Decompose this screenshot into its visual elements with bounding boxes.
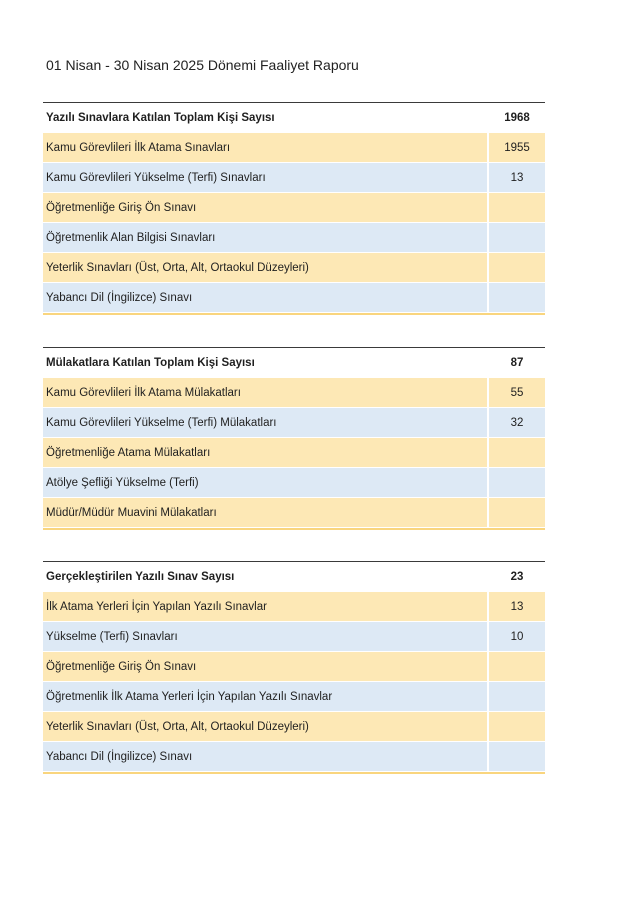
row-label: Atölye Şefliği Yükselme (Terfi) <box>43 468 489 497</box>
row-value <box>489 498 545 527</box>
row-value: 10 <box>510 630 524 643</box>
row-label: Öğretmenlik İlk Atama Yerleri İçin Yapılan Yazılı Sınavlar <box>43 682 489 711</box>
table-row <box>43 193 545 223</box>
written-exams-section <box>43 102 545 315</box>
row-label: Öğretmenlik Alan Bilgisi Sınavları <box>43 223 489 252</box>
section-header-total: 23 <box>510 571 524 583</box>
table-row <box>43 498 545 528</box>
row-value: 13 <box>510 171 524 184</box>
row-value <box>489 682 545 711</box>
table-row <box>43 253 545 283</box>
row-value <box>489 652 545 681</box>
conducted-exams-section <box>43 561 545 774</box>
row-label: Yeterlik Sınavları (Üst, Orta, Alt, Ortaokul Düzeyleri) <box>43 253 489 282</box>
row-label: Müdür/Müdür Muavini Mülakatları <box>43 498 489 527</box>
page-title: 01 Nisan - 30 Nisan 2025 Dönemi Faaliyet Raporu <box>46 57 359 73</box>
row-value: 13 <box>510 600 524 613</box>
row-value <box>489 438 545 467</box>
section-divider <box>43 313 545 315</box>
interviews-section <box>43 347 545 530</box>
row-value <box>489 468 545 497</box>
section-header-total: 1968 <box>504 112 530 124</box>
table-row <box>43 682 545 712</box>
row-label: Kamu Görevlileri İlk Atama Sınavları <box>43 133 489 162</box>
row-value <box>489 742 545 771</box>
section-header <box>43 561 545 592</box>
row-value <box>489 223 545 252</box>
row-label: Yükselme (Terfi) Sınavları <box>43 622 489 651</box>
row-value: 32 <box>510 416 524 429</box>
row-value <box>489 712 545 741</box>
row-value <box>489 253 545 282</box>
table-row <box>43 283 545 313</box>
section-divider <box>43 772 545 774</box>
table-row <box>43 712 545 742</box>
row-label: Öğretmenliğe Giriş Ön Sınavı <box>43 652 489 681</box>
table-row <box>43 652 545 682</box>
row-label: Yeterlik Sınavları (Üst, Orta, Alt, Ortaokul Düzeyleri) <box>43 712 489 741</box>
table-row <box>43 468 545 498</box>
section-header <box>43 347 545 378</box>
section-header-label: Mülakatlara Katılan Toplam Kişi Sayısı <box>46 357 255 369</box>
table-row <box>43 622 545 652</box>
row-value <box>489 193 545 222</box>
row-value: 1955 <box>504 141 530 154</box>
row-label: Yabancı Dil (İngilizce) Sınavı <box>43 283 489 312</box>
row-label: Kamu Görevlileri Yükselme (Terfi) Mülakatları <box>43 408 489 437</box>
row-value: 55 <box>510 386 524 399</box>
section-header-label: Yazılı Sınavlara Katılan Toplam Kişi Sayısı <box>46 112 275 124</box>
table-row <box>43 223 545 253</box>
row-label: Yabancı Dil (İngilizce) Sınavı <box>43 742 489 771</box>
row-label: Öğretmenliğe Atama Mülakatları <box>43 438 489 467</box>
row-value <box>489 283 545 312</box>
table-row <box>43 378 545 408</box>
table-row <box>43 133 545 163</box>
table-row <box>43 163 545 193</box>
row-label: Öğretmenliğe Giriş Ön Sınavı <box>43 193 489 222</box>
section-divider <box>43 528 545 530</box>
table-row <box>43 742 545 772</box>
row-label: Kamu Görevlileri İlk Atama Mülakatları <box>43 378 489 407</box>
section-header <box>43 102 545 133</box>
row-label: Kamu Görevlileri Yükselme (Terfi) Sınavları <box>43 163 489 192</box>
section-header-total: 87 <box>510 357 524 369</box>
table-row <box>43 408 545 438</box>
table-row <box>43 438 545 468</box>
section-header-label: Gerçekleştirilen Yazılı Sınav Sayısı <box>46 571 235 583</box>
row-label: İlk Atama Yerleri İçin Yapılan Yazılı Sınavlar <box>43 592 489 621</box>
table-row <box>43 592 545 622</box>
